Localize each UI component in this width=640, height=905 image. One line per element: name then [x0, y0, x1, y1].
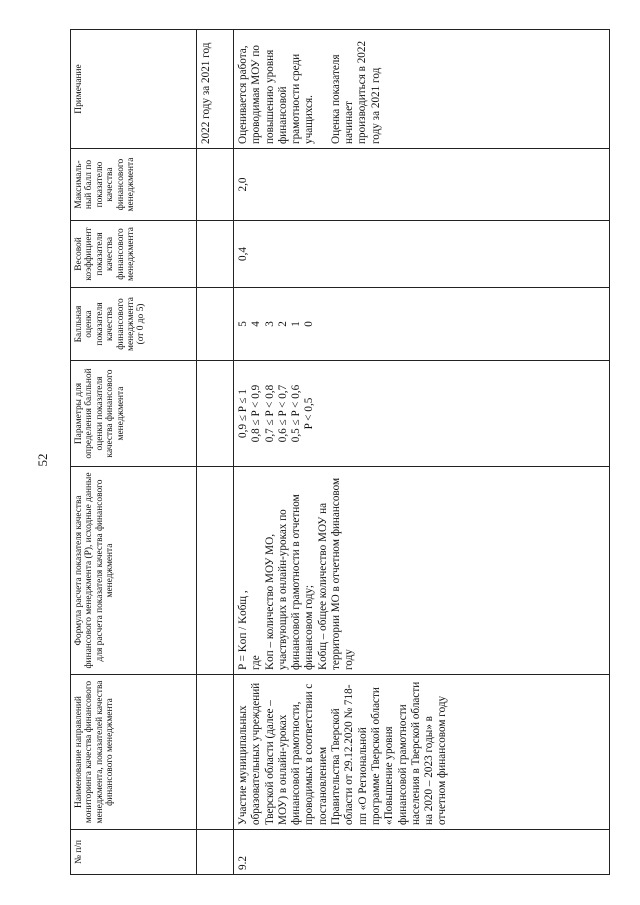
- continuation-cell-score: [197, 288, 234, 361]
- note-paragraph: Оценка показателя начинает производиться в 2022 году за 2021 год: [329, 40, 382, 144]
- score-line: 0: [303, 321, 316, 327]
- param-line: 0,7 ≤ P < 0,8: [263, 384, 276, 443]
- formula-line: P = Kоп / Kобщ ,: [237, 590, 249, 670]
- header-params: Параметры для определения балльной оценки показателя качества финансового менеджмента: [71, 361, 197, 467]
- header-score: Балльная оценка показателя качества финансового менеджмента (от 0 до 5): [71, 288, 197, 361]
- row-direction: Участие муниципальных образовательных учреждений Тверской области (далее – МОУ) в онлайн-уроках финансовой грамотности, проводимых в соответствии с постановлением Правительства Тверской области от 29.12.2020 № 718-пп «О Региональной программе Тверской области «Повышение уровня финансовой грамотности населения в Тверской области на 2020 – 2023 годы» в отчетном финансовом году: [234, 675, 610, 830]
- continuation-cell-formula: [197, 467, 234, 675]
- page-number: 52: [35, 453, 50, 467]
- header-row: [71, 30, 197, 875]
- header-weight: Весовой коэффициент показателя качества финансового менеджмента: [71, 221, 197, 288]
- score-line: 4: [250, 321, 263, 327]
- note-gap: [317, 34, 330, 144]
- rotated-table-container: [70, 30, 610, 875]
- row-scores: [234, 288, 610, 361]
- param-line: 0,8 ≤ P < 0,9: [250, 384, 263, 443]
- row-note: [234, 30, 610, 149]
- score-line: 3: [263, 321, 276, 327]
- row-num: 9.2: [234, 830, 610, 875]
- row-weight: 0,4: [234, 221, 610, 288]
- table-wrapper: [70, 30, 610, 875]
- score-line: 1: [290, 321, 303, 327]
- score-line: 2: [276, 321, 289, 327]
- header-direction: Наименование направлений мониторинга качества финансового менеджмента, показателей качества финансового менеджмента: [71, 675, 197, 830]
- formula-line: где: [250, 655, 263, 670]
- continuation-row: [197, 30, 234, 875]
- continuation-cell-params: [197, 361, 234, 467]
- formula-line: Kоп – количество МОУ МО, участвующих в онлайн-уроках по финансовой грамотности в отчетном финансовом году;: [263, 494, 316, 670]
- header-num: № п/п: [71, 830, 197, 875]
- header-max: Максималь-ный балл по показателю качества финансового менеджмента: [71, 149, 197, 221]
- header-note: Примечание: [71, 30, 197, 149]
- row-params: [234, 361, 610, 467]
- note-paragraph: Оценивается работа, проводимая МОУ по повышению уровня финансовой грамотности среди учащихся.: [237, 45, 316, 144]
- header-formula: Формула расчета показателя качества финансового менеджмента (P), исходные данные для расчета показателя качества финансового менеджмента: [71, 467, 197, 675]
- param-line: P < 0,5: [303, 397, 316, 430]
- param-line: 0,5 ≤ P < 0,6: [290, 384, 303, 443]
- param-line: 0,9 ≤ P ≤ 1: [237, 389, 249, 438]
- row-max: 2,0: [234, 149, 610, 221]
- formula-line: Kобщ – общее количество МОУ на территории МО в отчетном финансовом году: [316, 477, 356, 670]
- score-line: 5: [237, 321, 249, 327]
- continuation-cell-num: [197, 830, 234, 875]
- table-row: [234, 30, 610, 875]
- continuation-note: 2022 году за 2021 год: [197, 30, 234, 149]
- continuation-cell-max: [197, 149, 234, 221]
- row-formula: [234, 467, 610, 675]
- monitoring-table: [70, 29, 610, 875]
- param-line: 0,6 ≤ P < 0,7: [276, 384, 289, 443]
- continuation-cell-weight: [197, 221, 234, 288]
- continuation-cell-direction: [197, 675, 234, 830]
